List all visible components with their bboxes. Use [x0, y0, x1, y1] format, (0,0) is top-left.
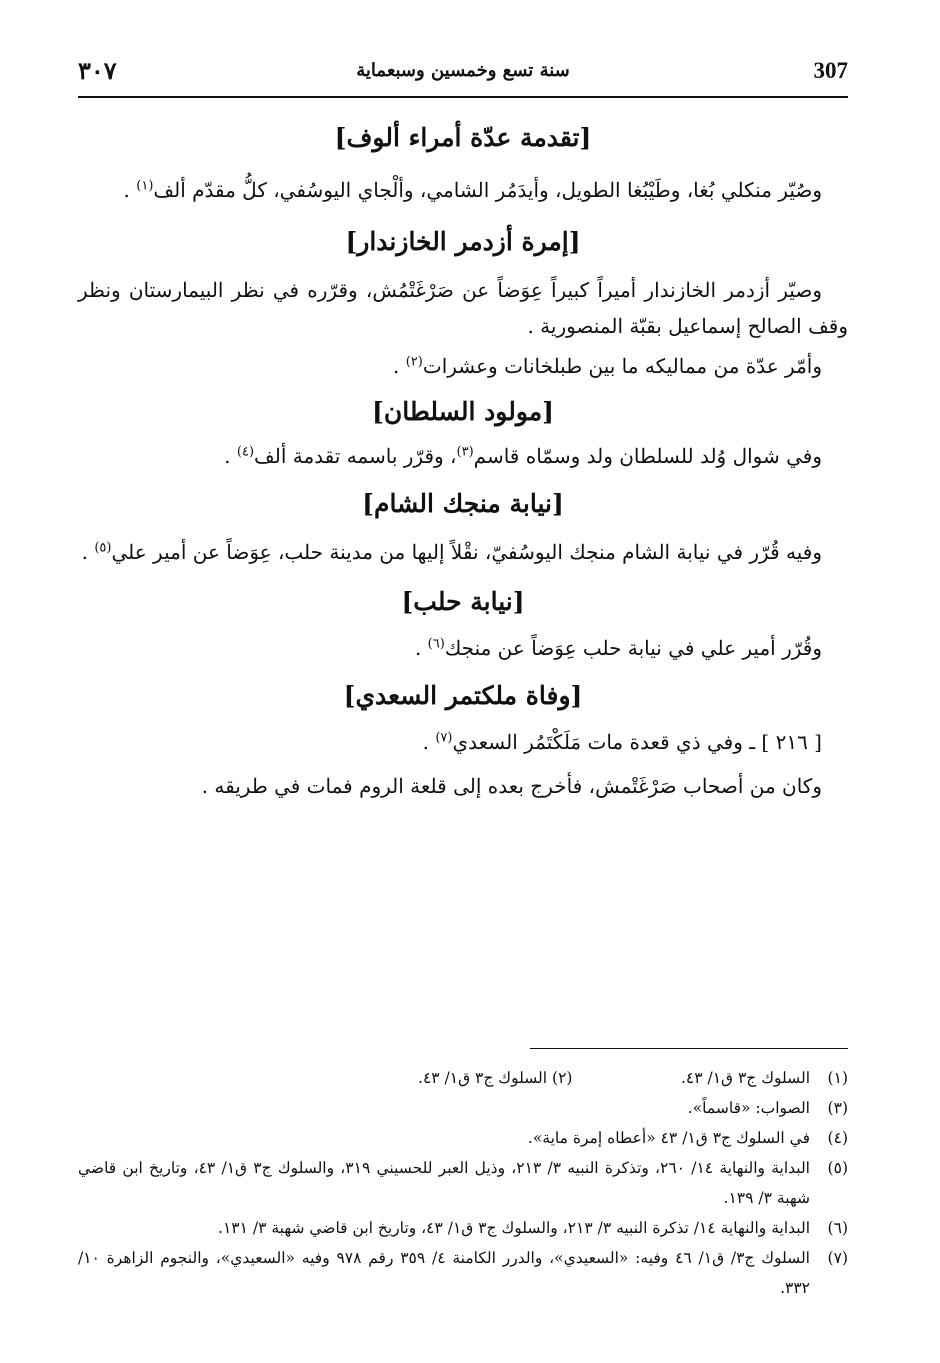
section-heading: [إمرة أزدمر الخازندار]: [345, 227, 581, 256]
footnote-item: [78, 1093, 848, 1123]
footnote-ref[interactable]: (١): [136, 178, 154, 194]
punctuation: .: [422, 730, 436, 754]
paragraph: [78, 630, 848, 666]
page-number-western: 307: [813, 58, 848, 83]
footnote-text: السلوك ج٣ ق١/ ٤٣.: [418, 1069, 548, 1087]
footnote-text: في السلوك ج٣ ق١/ ٤٣ «أعطاه إمرة ماية».: [527, 1129, 810, 1147]
punctuation: .: [393, 354, 406, 378]
footnote-number: (٦): [827, 1219, 848, 1237]
paragraph: وكان من أصحاب صَرْغَتْمش، فأخرج بعده إلى قلعة الروم فمات في طريقه .: [201, 774, 822, 798]
footnote-text: البداية والنهاية ١٤/ تذكرة النبيه ٣/ ٢١٣، والسلوك ج٣ ق١/ ٤٣، وتاريخ ابن قاضي شهبة ٣/ ١٣١.: [218, 1219, 810, 1237]
footnote-number: (٣): [827, 1099, 848, 1117]
footnote-rule: [530, 1048, 848, 1049]
running-header: [78, 52, 848, 98]
punctuation: .: [123, 178, 137, 202]
footnote-item: [78, 1123, 848, 1153]
paragraph-text: وفي شوال وُلد للسلطان ولد وسمّاه قاسم: [473, 444, 822, 468]
paragraph: [78, 172, 848, 208]
paragraph: وصيّر أزدمر الخازندار أميراً كبيراً عِوَضاً عن صَرْغَتْمُش، وقرّره في نظر البيمارستان ونظر وقف الصالح إسماعيل بقبّة المنصورية .: [78, 278, 848, 338]
main-text: [78, 110, 848, 804]
footnote-ref[interactable]: (٢): [405, 354, 423, 370]
footnote-text: البداية والنهاية ١٤/ ٢٦٠، وتذكرة النبيه ٣/ ٢١٣، وذيل العبر للحسيني ٣١٩، والسلوك ج٣ ق١/ ٤٣، وتاريخ ابن قاضي شهبة ٣/ ١٣٩.: [78, 1159, 810, 1207]
running-title: سنة تسع وخمسين وسبعماية: [356, 60, 570, 81]
footnote-ref[interactable]: (٦): [427, 636, 445, 652]
punctuation: .: [81, 540, 95, 564]
section-heading: [نيابة منجك الشام]: [362, 489, 564, 518]
footnote-number: (٧): [827, 1249, 848, 1267]
paragraph: [78, 438, 848, 474]
footnote-number: (١): [827, 1069, 848, 1087]
footnote-list: [78, 1063, 848, 1303]
footnote-item: [78, 1153, 848, 1213]
paragraph-text: وفيه قُرّر في نيابة الشام منجك اليوسُفيّ، نقْلاً إليها من مدينة حلب، عِوَضاً عن أمير علي: [111, 540, 822, 564]
section-heading: [وفاة ملكتمر السعدي]: [343, 681, 583, 710]
section-heading: [مولود السلطان]: [372, 397, 554, 426]
footnote-ref[interactable]: (٧): [435, 730, 453, 746]
paragraph: [78, 348, 848, 384]
paragraph-text: [ ٢١٦ ] ـ وفي ذي قعدة مات مَلَكْتَمُر السعدي: [452, 730, 822, 754]
footnote-ref[interactable]: (٤): [236, 444, 255, 460]
footnote-item: [78, 1243, 848, 1303]
punctuation: .: [414, 636, 428, 660]
paragraph-text: وقُرّر أمير علي في نيابة حلب عِوَضاً عن منجك: [444, 636, 822, 660]
footnote-number: (٥): [827, 1159, 848, 1177]
footnote-text: السلوك ج٣ ق١/ ٤٣.: [680, 1069, 810, 1087]
footnote-text: [78, 1063, 810, 1093]
footnotes: [78, 1048, 848, 1303]
page-number-arabic: ٣٠٧: [78, 56, 117, 85]
section-heading: [تقدمة عدّة أمراء ألوف]: [334, 123, 592, 152]
footnote-item: [78, 1063, 848, 1093]
footnote-ref[interactable]: (٥): [94, 540, 112, 556]
footnote-ref[interactable]: (٣): [456, 444, 474, 460]
paragraph: [78, 534, 848, 570]
footnote-item: [78, 1213, 848, 1243]
footnote-item-2: [418, 1063, 572, 1093]
section-heading: [نيابة حلب]: [401, 587, 525, 616]
paragraph-text: ، وقرّر باسمه تقدمة ألف: [254, 444, 457, 468]
paragraph-text: وصُيّر منكلي بُغا، وطَيْبُغا الطويل، وأيدَمُر الشامي، وألْجاي اليوسُفي، كلُّ مقدّم ألف: [153, 178, 822, 202]
footnote-text: الصواب: «قاسماً».: [687, 1099, 810, 1117]
paragraph-text: وأمّر عدّة من مماليكه ما بين طبلخانات وعشرات: [422, 354, 822, 378]
punctuation: .: [224, 444, 237, 468]
footnote-text: السلوك ج٣/ ق١/ ٤٦ وفيه: «السعيدي»، والدرر الكامنة ٤/ ٣٥٩ رقم ٩٧٨ وفيه «السعيدي»، والنجوم الزاهرة ١٠/ ٣٣٢.: [78, 1249, 810, 1297]
footnote-number: (٢): [552, 1069, 573, 1087]
footnote-number: (٤): [827, 1129, 848, 1147]
paragraph: [78, 724, 848, 760]
